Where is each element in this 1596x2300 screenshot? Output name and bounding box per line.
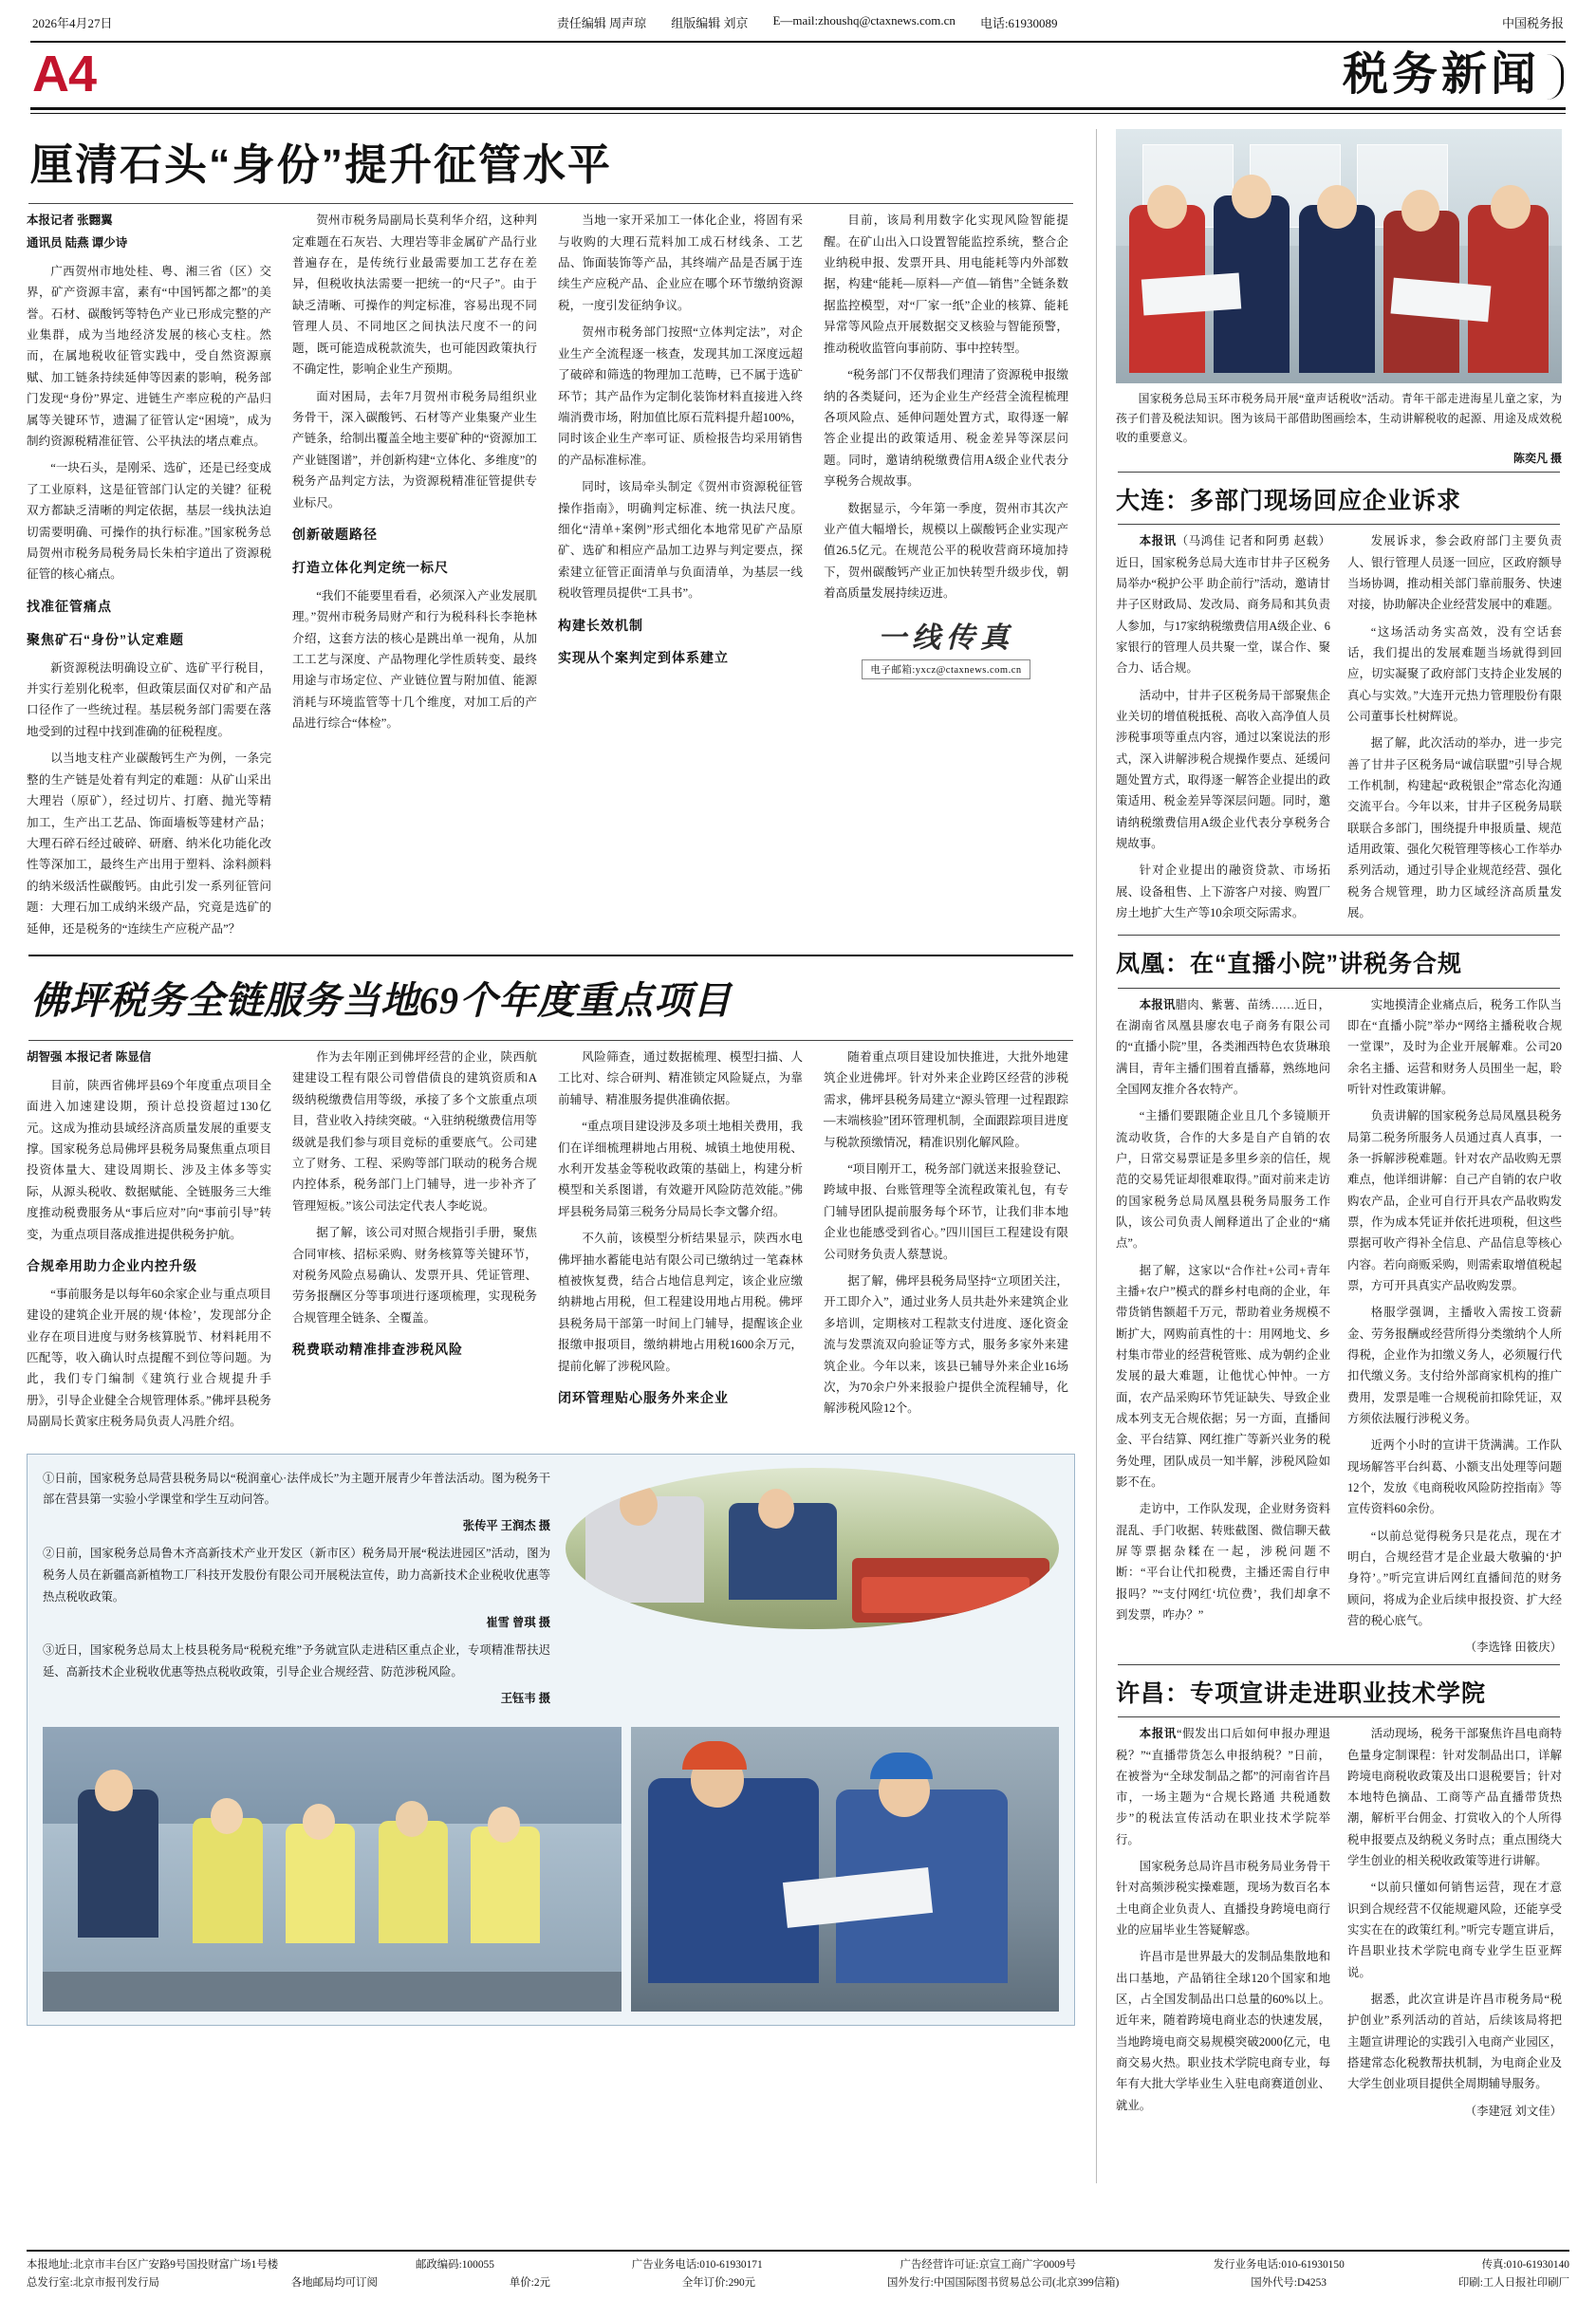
footer-annual-price: 全年订价:290元 [681, 2277, 756, 2290]
second-para: 据了解，该公司对照合规指引手册，聚焦合同审核、招标采购、财务核算等关键环节，对税务风险点易确认、发票开具、凭证管理、劳务报酬区分等事项进行逐项梳理，实现税务合规管理全链条、全覆盖。 [292, 1226, 537, 1325]
second-headline: 佛坪税务全链服务当地69个年度重点项目 [30, 978, 732, 1022]
second-para: 作为去年刚正到佛坪经营的企业，陕西航建建设工程有限公司曾借债良的建筑资质和A级纳税缴费信用等级，承接了多个文旅重点项目，营业收入持续突破。“入驻纳税缴费信用等级就是我们参与项目竞标的重要底气。公司建立了财务、工程、采购等部门联动的税务合规内控体系，税务部门上门辅导，进一步补齐了管理短板。”该公司法定代表人李屹说。 [292, 1049, 537, 1213]
lead-para: “我们不能要里看看，必须深入产业发展肌理。”贺州市税务局财产和行为税科科长李艳林介绍，这套方法的核心是跳出单一视角，从加工工艺与深度、产品物理化学性质转变、最终用途与市场定位、产业链位置与附加值、能源消耗与环境监管等十几个维度，对加工后的产品进行综合“体检”。 [292, 588, 537, 731]
right-para: 活动现场，税务干部聚焦许昌电商特色量身定制课程：针对发制品出口，详解跨境电商税收政策及出口退税要旨；针对本地特色摘品、工商等产品直播带货热潮，解析平台佣金、打赏收入的个人所得税申报要点及纳税义务时点；重点围绕大学生创业的相关税收政策等进行讲解。 [1347, 1727, 1562, 1868]
photo-credit-3: 王钰韦 摄 [500, 1691, 550, 1705]
footer-ad-license: 广告经营许可证:京宣工商广字0009号 [900, 2259, 1076, 2272]
right-column [1096, 129, 1562, 2183]
page-titlebar [27, 43, 1569, 100]
lead-subhead-1a: 找准征管痛点 [27, 598, 112, 614]
lead-para: 当地一家开采加工一体化企业，将固有采与收购的大理石荒料加工成石材线条、工艺品、饰面装饰等产品，其终端产品是否属于连续生产应税产品、企业应在哪个环节缴纳资源税，一度引发征纳争议。 [558, 213, 803, 312]
second-subhead-b: 税费联动精准排查涉税风险 [292, 1342, 463, 1358]
lead-para: 以当地支柱产业碳酸钙生产为例，一条完整的生产链是处着有判定的难题：从矿山采出大理岩（原矿），经过切片、打磨、抛光等精加工，生产出工艺品、饰面墙板等建材产品；大理石碎石经过破碎、研磨、纳米化功能化改性等深加工，最终生产出用于塑料、涂料颜料的纳米级活性碳酸钙。由此引发一系列征管问题：大理石加工成纳米级产品，究竟是选矿的延伸，还是税务的“连续生产应税产品”？ [27, 751, 271, 936]
right-article-title-3: 许昌：专项宣讲走进职业技术学院 [1116, 1679, 1487, 1707]
second-para: 不久前，该模型分析结果显示，陕西水电佛坪抽水蓄能电站有限公司已缴纳过一笔森林植被恢复费，结合占地信息判定，该企业应缴纳耕地占用税，但工程建设用地占用税。佛坪县税务局干部第一时间上门辅导，提醒该企业报缴申报项目，缴纳耕地占用税1600余万元，提前化解了涉税风险。 [558, 1232, 803, 1373]
student-figure [286, 1824, 355, 1943]
footer-overseas-dist: 国外发行:中国国际图书贸易总公司(北京399信箱) [887, 2277, 1120, 2290]
right-para: “主播们要跟随企业且几个多镜顺开流动收货，合作的大多是自产自销的农户，日常交易票证是多里乡亲的信任，规范的交易凭证却很难取得。”面对前来走访的国家税务总局凤凰县税务局服务工作队，该公司负责人阐释道出了企业的“痛点”。 [1116, 1109, 1330, 1251]
lead-para: 数据显示，今年第一季度，贺州市其次产业产值大幅增长，规模以上碳酸钙企业实现产值26.5亿元。在规范公平的税收营商环境加持下，贺州碳酸钙产业正加快转型升级步伐，朝着高质量发展持续迈进。 [824, 501, 1068, 601]
lead-byline-1: 本报记者 张翾翼 [27, 213, 113, 228]
second-para: 据了解，佛坪县税务局坚持“立项团关注，开工即介入”，通过业务人员共赴外来建筑企业多培训，定期核对工程款支付进度、逐化资金流与发票流双向验证等方式，服务多家外来建筑企业。今年以来，该县已辅导外来企业16场次，为70余户外来报验户提供全流程辅导，化解涉税风险12个。 [824, 1274, 1068, 1416]
right-para-text: “假发出口后如何申报办理退税？”“直播带货怎么申报纳税？”日前，在被誉为“全球发制品之都”的河南省许昌市，一场主题为“合规长路通 共税通数步”的税法宣传活动在职业技术学院举行。 [1116, 1727, 1330, 1846]
second-subhead-a: 合规牵用助力企业内控升级 [27, 1257, 197, 1273]
photo-caption-3: ③近日，国家税务总局太上枝县税务局“税税充维”予务就宣队走进秸区重点企业，专项精准帮扶迟延、高新技术企业税收优惠等热点税收政策，引导企业合规经营、防范涉税风险。 [43, 1643, 550, 1679]
right-para: 据悉，此次宣讲是许昌市税务局“税护创业”系列活动的首站，后续该局将把主题宣讲理论的实践引入电商产业园区，搭建常态化税教帮扶机制，为电商企业及大学生创业项目提供全周期辅导服务。 [1347, 1993, 1562, 2091]
right-para: 走访中，工作队发现，企业财务资料混乱、手门收据、转账截图、微信聊天截屏等票据杂糅在一起，涉税问题不断：“平台让代扣税费，主播还需自行申报吗？”“支付网红‘坑位费’，我们却拿不到发票，咋办？” [1116, 1502, 1330, 1623]
second-subhead-c: 闭环管理贴心服务外来企业 [558, 1390, 729, 1406]
right-photo-credit: 陈奕凡 摄 [1512, 451, 1562, 465]
photo-gallery-box [27, 1454, 1075, 2026]
photo-caption-1: ①日前，国家税务总局营县税务局以“税润童心·法伴成长”为主题开展青少年普法活动。图为税务干部在营县第一实验小学课堂和学生互动问答。 [43, 1471, 550, 1507]
student-figure [471, 1827, 540, 1943]
footer-ad-phone: 广告业务电话:010-61930171 [631, 2259, 763, 2272]
right-para: “以前总觉得税务只是花点，现在才明白，合规经营才是企业最大敬骗的‘护身符’。”听完宣讲后网红直播间范的财务顾问，将成为企业后续申报投资、扩大经营的税心底气。 [1347, 1529, 1562, 1628]
section-title: 税务新闻 [1342, 49, 1540, 100]
figure-head [1147, 185, 1187, 229]
page-footer [27, 2250, 1569, 2292]
right-signature-3: （李建冠 刘文佳） [1464, 2104, 1562, 2118]
lead-para: “一块石头，是刚采、选矿，还是已经变成了工业原料，这是征管部门认定的关键？征税双方都缺乏清晰的判定依据，基层一线执法迫切需要明确、可操作的执行标准。”国家税务总局贺州市税务局税务局长朱柏宇道出了资源税征管的核心痛点。 [27, 461, 271, 582]
footer-fax: 传真:010-61930140 [1481, 2259, 1569, 2272]
lead-rule [28, 203, 1073, 204]
lead-byline [27, 210, 271, 255]
figure-head [396, 1801, 428, 1837]
right-photo-caption [1116, 389, 1562, 448]
lead-byline-2: 通讯员 陆燕 谭少诗 [27, 236, 128, 250]
masthead-date: 2026年4月27日 [32, 16, 113, 30]
right-para: 国家税务总局许昌市税务局业务骨干针对高频涉税实操难题，现场为数百名本土电商企业负责人、直播投身跨境电商行业的应届毕业生答疑解惑。 [1116, 1860, 1330, 1938]
second-rule [28, 1040, 1073, 1041]
right-para [1116, 1723, 1330, 1850]
lead-subhead-3b: 实现从个案判定到体系建立 [558, 650, 729, 666]
footer-address: 本报地址:北京市丰台区广安路9号国投财富广场1号楼 [27, 2259, 279, 2272]
footer-row-2 [27, 2274, 1569, 2292]
lead-subhead-2b: 打造立体化判定统一标尺 [292, 559, 449, 575]
right-rule-3b [1118, 1716, 1560, 1717]
photo-credit-1: 张传平 王润杰 摄 [462, 1519, 550, 1533]
masthead-email: E—mail:zhoushq@ctaxnews.com.cn [772, 13, 956, 28]
second-para: “项目刚开工，税务部门就送来报验登记、跨域申报、台账管理等全流程政策礼包，有专门辅导团队提前服务每个环节，让我们非本地企业也能感受到省心。”四川国巨工程建设有限公司财务负责人蔡慧说。 [824, 1161, 1068, 1261]
figure-head [95, 1770, 133, 1811]
figure-head [488, 1807, 520, 1843]
student-figure [379, 1821, 448, 1943]
right-rule-2 [1118, 935, 1560, 936]
footer-subscribe: 各地邮局均可订阅 [290, 2277, 378, 2290]
lead-para: 同时，该局牵头制定《贺州市资源税征管操作指南》，明确判定标准、统一执法尺度。细化“清单+案例”形式细化本地常见矿产品原矿、选矿和相应产品加工边界与判定要点，探索建立征管正面清单与负面清单，为基层一线税收管理员提供“工具书”。 [558, 480, 803, 601]
stamp-email: 电子邮箱:yxcz@ctaxnews.com.cn [862, 659, 1030, 679]
safety-helmet-blue [870, 1753, 933, 1779]
right-article-title-1: 大连：多部门现场回应企业诉求 [1116, 487, 1462, 514]
section-divider [28, 955, 1073, 956]
right-para: 据了解，这家以“合作社+公司+青年主播+农户”模式的群乡村电商的企业，年带货销售额超千万元，帮助着业务规模不断扩大，网购前真性的十：用网地戈、乡村集市带业的经营税管账、成为朝约企业发展的最大难题，让他忧心忡忡。一方面，农产品采购环节凭证缺失、导致企业成本列支无合规依据；另一方面，直播间金、平台结算、网红推广等新兴业务的税务处理，团队成员一知半解，涉税风险如影不在。 [1116, 1263, 1330, 1490]
right-para-text: 腊肉、紫薯、苗绣……近日，在湖南省凤凰县廖农电子商务有限公司的“直播小院”里，各类湘西特色农货琳琅满目，青年主播们围着直播幕，熟练地问全国网友推介各农特产。 [1116, 997, 1331, 1097]
figure-head [758, 1489, 794, 1529]
right-para-text: （马鸿佳 记者和阿勇 赵载）近日，国家税务总局大连市甘井子区税务局举办“税护公平 助企前行”活动，邀请甘井子区财政局、发改局、商务局和其负责人参加，与17家纳税缴费信用A级企业、6家银行的管理人员共聚一堂，谋合作、聚合力、话合规。 [1116, 534, 1330, 676]
second-byline [27, 1047, 271, 1069]
responsible-editor: 责任编辑 周声琼 [556, 16, 647, 30]
figure-head [1317, 185, 1357, 229]
lead-para: 贺州市税务部门按照“立体判定法”，对企业生产全流程逐一核查，发现其加工深度远超了破碎和筛选的物理加工范畴，已不属于选矿环节；其产品作为定制化装饰材料直接进入终端消费市场，附加值比原石荒料提升超100%，同时该企业生产率可证、质检报告均采用销售的产品标准标准。 [558, 325, 803, 467]
masthead-editors [557, 13, 1058, 31]
footer-overseas-code: 国外代号:D4253 [1251, 2277, 1327, 2290]
second-byline-1: 胡智强 本报记者 陈显信 [27, 1049, 152, 1064]
figure-head [620, 1484, 658, 1526]
lead-para: “税务部门不仅帮我们理清了资源税申报缴纳的各类疑问，还为企业生产经营全流程梳理各项风险点、延伸问题处置方式，取得逐一解答企业提出的政策适用、税金差异等深层问题。同时，邀请纳税缴费信用A级企业代表分享税务合规故事。 [824, 368, 1068, 489]
right-para: “这场活动务实高效，没有空话套话，我们提出的发展难题当场就得到回应，切实凝聚了政府部门支持企业发展的真心与实效。”大连开元热力管理股份有限公司董事长杜树辉说。 [1347, 624, 1562, 724]
page-number: A4 [32, 46, 97, 102]
right-byline-2: 本报讯 [1139, 997, 1176, 1011]
footer-printer: 印刷:工人日报社印刷厂 [1457, 2277, 1569, 2290]
right-rule-3 [1118, 1664, 1560, 1665]
right-para: “以前只懂如何销售运营，现在才意识到合规经营不仅能规避风险，还能享受实实在在的政策红利。”听完专题宣讲后，许昌职业技术学院电商专业学生臣亚辉说。 [1347, 1881, 1562, 1979]
right-photo-caption-text: 国家税务总局玉环市税务局开展“童声话税收”活动。青年干部走进海星儿童之家，为孩子们普及税法知识。图为该局干部借助图画绘本，生动讲解税收的起源、用途及成效税收的重要意义。 [1116, 392, 1562, 445]
second-para: 目前，陕西省佛坪县69个年度重点项目全面进入加速建设期，预计总投资超过130亿元。这成为推动县域经济高质量发展的重要支撑。国家税务总局佛坪县税务局聚焦重点项目投资体量大、建设周期长、涉及主体多等实际，从源头税收、数据赋能、全链服务三大维度推动税费服务从“事后应对”向“事前引导”转变，为重点项目落成推进提供税务护航。 [27, 1078, 271, 1241]
figure-head [303, 1804, 335, 1840]
right-para: 近两个小时的宣讲干货满满。工作队现场解答平台纠葛、小额支出处理等问题12个，发放《电商税收风险防控指南》等宣传资料60余份。 [1347, 1438, 1562, 1516]
student-figure [193, 1818, 262, 1943]
right-para: 实地摸清企业痛点后，税务工作队当即在“直播小院”举办“网络主播税收合规一堂课”，及时为企业开展解难。公司20余名主播、运营和财务人员围坐一起，聆听针对性政策讲解。 [1347, 997, 1562, 1097]
right-rule-2b [1118, 988, 1560, 989]
lead-subhead-1b: 聚焦矿石“身份”认定难题 [27, 631, 184, 647]
photo-caption-2: ②日前，国家税务总局鲁木齐高新技术产业开发区（新市区）税务局开展“税法进园区”活动，图为税务人员在新疆高新植物工厂科技开发股份有限公司开展税法宣传，助力高新技术企业税收优惠等热点税收政策。 [43, 1547, 550, 1604]
footer-unit-price: 单价:2元 [509, 2277, 550, 2290]
safety-helmet-red [682, 1741, 747, 1770]
second-para: “事前服务是以每年60余家企业与重点项目建设的建筑企业开展的规‘体检’，发现部分企业存在项目进度与财务核算脱节、材料耗用不匹配等，收入确认时点提醒不到位等问题。为此，我们专门编制《建筑行业合规提升手册》，引导企业健全合规管理体系。”佛坪县税务局副局长黄家庄税务局负责人冯胜介绍。 [27, 1287, 271, 1429]
lead-para: 新资源税法明确设立矿、选矿平行税目，并实行差别化税率，但政策层面仅对矿和产品口径作了一些统过程。基层税务部门需要在落地受到的过程中找到准确的征税程度。 [27, 660, 271, 738]
lead-para: 目前，该局利用数字化实现风险智能提醒。在矿山出入口设置智能监控系统，整合企业纳税申报、发票开具、用电能耗等内外部数据，构建“能耗—原料—产值—销售”全链条数据监控模型，对“厂家一纸”企业的核算、能耗异常等风险点开展数据交叉核验与智能预警，推动税收监管向事前防、事中控转型。 [824, 213, 1068, 355]
right-article-body-2 [1116, 994, 1562, 1659]
second-para: 随着重点项目建设加快推进，大批外地建筑企业进佛坪。针对外来企业跨区经营的涉税需求，佛坪县税务局建立“源头管理一过程跟踪—末端核验”团环管理机制，全面跟踪项目进度与税款预缴情况，精准识别化解风险。 [824, 1049, 1068, 1149]
footer-divider [27, 2250, 1569, 2252]
right-para [1116, 994, 1330, 1101]
paper-name: 中国税务报 [1501, 16, 1564, 30]
lead-subhead-2a: 创新破题路径 [292, 526, 378, 542]
footer-distributor: 总发行室:北京市报刊发行局 [27, 2277, 159, 2290]
right-article-body-3 [1116, 1723, 1562, 2124]
tax-officer-figure [78, 1790, 158, 1938]
footer-dist-phone: 发行业务电话:010-61930150 [1213, 2259, 1345, 2272]
page-content [27, 129, 1569, 2183]
lead-headline: 厘清石头“身份”提升征管水平 [30, 140, 613, 189]
stamp-title: 一线传真 [878, 621, 1014, 654]
left-column [27, 129, 1075, 2183]
section-arc-decoration [1546, 54, 1564, 100]
lead-subhead-3a: 构建长效机制 [558, 617, 643, 633]
column-stamp [824, 614, 1068, 679]
right-article-title-2: 凤凰：在“直播小院”讲税务合规 [1116, 951, 1463, 978]
right-para: 许昌市是世界最大的发制品集散地和出口基地，产品销往全球120个国家和地区，占全国发制品出口总量的60%以上。近年来，随着跨境电商业态的快速发展，当地跨境电商交易规模突破2000亿元，电商交易火热。职业技术学院电商专业，每年有大批大学毕业生入驻电商赛道创业、就业。 [1116, 1950, 1330, 2112]
right-article-body-1 [1116, 530, 1562, 929]
right-byline-3: 本报讯 [1139, 1727, 1177, 1741]
second-para: “重点项目建设涉及多项土地相关费用，我们在详细梳理耕地占用税、城镇土地使用税、水利开发基金等税收政策的基础上，构建分析模型和关系图谱，有效避开风险防范效能。”佛坪县税务局第三税务分局局长李文馨介绍。 [558, 1120, 803, 1218]
masthead-phone: 电话:61930089 [979, 16, 1058, 30]
photo-credit-2: 崔雪 曾琪 摄 [486, 1616, 550, 1630]
figure-head [211, 1798, 243, 1834]
photo-greenhouse [566, 1468, 1059, 1629]
figure-head [1401, 190, 1439, 232]
right-rule-1 [1118, 472, 1560, 473]
photo-factory-workers [631, 1727, 1059, 2012]
masthead [27, 0, 1569, 37]
classroom-desks [43, 1972, 622, 2012]
right-para: 格服学强调，主播收入需按工资薪金、劳务报酬或经营所得分类缴纳个人所得税，企业作为扣缴义务人，必须履行代扣代缴义务。支付给外部商家机构的推广费用，发票是唯一合规税前扣除凭证，双方须依法履行涉税义务。 [1347, 1306, 1562, 1426]
tax-officer-figure [1299, 205, 1375, 373]
right-rule-1b [1118, 524, 1560, 525]
produce-tomatoes [862, 1577, 1030, 1612]
title-divider [30, 107, 1566, 110]
right-signature-2: （李选锋 田筱庆） [1464, 1641, 1562, 1655]
footer-row-1 [27, 2256, 1569, 2274]
right-byline-1: 本报讯 [1139, 534, 1177, 548]
lead-para: 广西贺州市地处桂、粤、湘三省（区）交界，矿产资源丰富，素有“中国钙都之都”的美誉。石材、碳酸钙等特色产业已形成完整的产业集群，成为当地经济发展的核心支柱。然而，在属地税收征管实践中，受自然资源禀赋、加工链条持续延伸等因素的影响，税务部门发现“身份”界定、进链生产率应税的产品归属等关键环节，遗漏了征管认定“困境”，成为制约资源税精准征管、公平执法的堵点难点。 [27, 264, 271, 448]
lead-para: 面对困局，去年7月贺州市税务局组织业务骨干，深入碳酸钙、石材等产业集聚产业生产链条，给制出覆盖全地主要矿种的“资源加工产业链图谱”，并创新构建“立体化、多维度”的税务产品判定方法，为资源税精准征管提供专业标尺。 [292, 389, 537, 510]
right-para: 负责讲解的国家税务总局凤凰县税务局第二税务所服务人员通过真人真事，一条一拆解涉税难题。针对农产品收购无票难点，他详细讲解：自己产自销的农户收购农产品，企业可自行开具农产品收购发票，作为成本凭证并依托进项税，但这些票据可收产得补全信息、产品信息等核心内容。若向商贩采购，则需索取增值税起票，方可开具真实产品收购发票。 [1347, 1109, 1562, 1293]
lead-para: 贺州市税务局副局长莫利华介绍，这种判定难题在石灰岩、大理岩等非金属矿产品行业普遍存在，是传统行业最需要加工艺存在差异，但税收执法需要一把统一的“尺子”。由于缺乏清晰、可操作的判定标准，容易出现不同管理人员、不同地区之间执法尺度不一的问题，既可能造成税款流失，也可能因政策执行不确定性，影响企业生产预期。 [292, 213, 537, 377]
footer-postcode: 邮政编码:100055 [416, 2259, 494, 2272]
right-para: 活动中，甘井子区税务局干部聚焦企业关切的增值税抵税、高收入高净值人员涉税事项等重点内容，通过以案说法的形式，深入讲解涉税合规操作要点、延缓问题处置方式，取得逐一解答企业提出的政策适用、税金差异等深层问题。同时，邀请纳税缴费信用A级企业代表分享税务合规故事。 [1116, 688, 1330, 851]
right-para: 据了解，此次活动的举办，进一步完善了甘井子区税务局“诚信联盟”引导合规工作机制，构建起“政税银企”常态化沟通交流平台。今年以来，甘井子区税务局联联联合多部门，围绕提升申报质量、规范适用政策、强化欠税管理等核心工作举办系列活动，通过引导企业规范经营、强化税务合规管理，助力区域经济高质量发展。 [1347, 736, 1562, 919]
layout-editor: 组版编辑 刘京 [671, 16, 749, 30]
picture-book [1141, 273, 1242, 316]
figure-head [1491, 185, 1531, 229]
right-para [1116, 530, 1330, 678]
right-para: 针对企业提出的融资贷款、市场拓展、设备租售、上下游客户对接、购置厂房土地扩大生产等10余项交际需求。 [1116, 863, 1330, 919]
right-para: 发展诉求，参会政府部门主要负责人、银行管理人员逐一回应，区政府额导当场协调，推动相关部门靠前服务、快速对接，协助解决企业经营发展中的难题。 [1347, 534, 1562, 612]
photo-children-reading [1116, 129, 1562, 383]
photo-classroom [43, 1727, 622, 2012]
second-para: 风险筛查，通过数据梳理、模型扫描、人工比对、综合研判、精准锁定风险疑点，为靠前辅导、精准服务提供准确依据。 [558, 1049, 803, 1106]
title-divider-thin [30, 113, 1566, 114]
worker-figure [648, 1778, 820, 1983]
